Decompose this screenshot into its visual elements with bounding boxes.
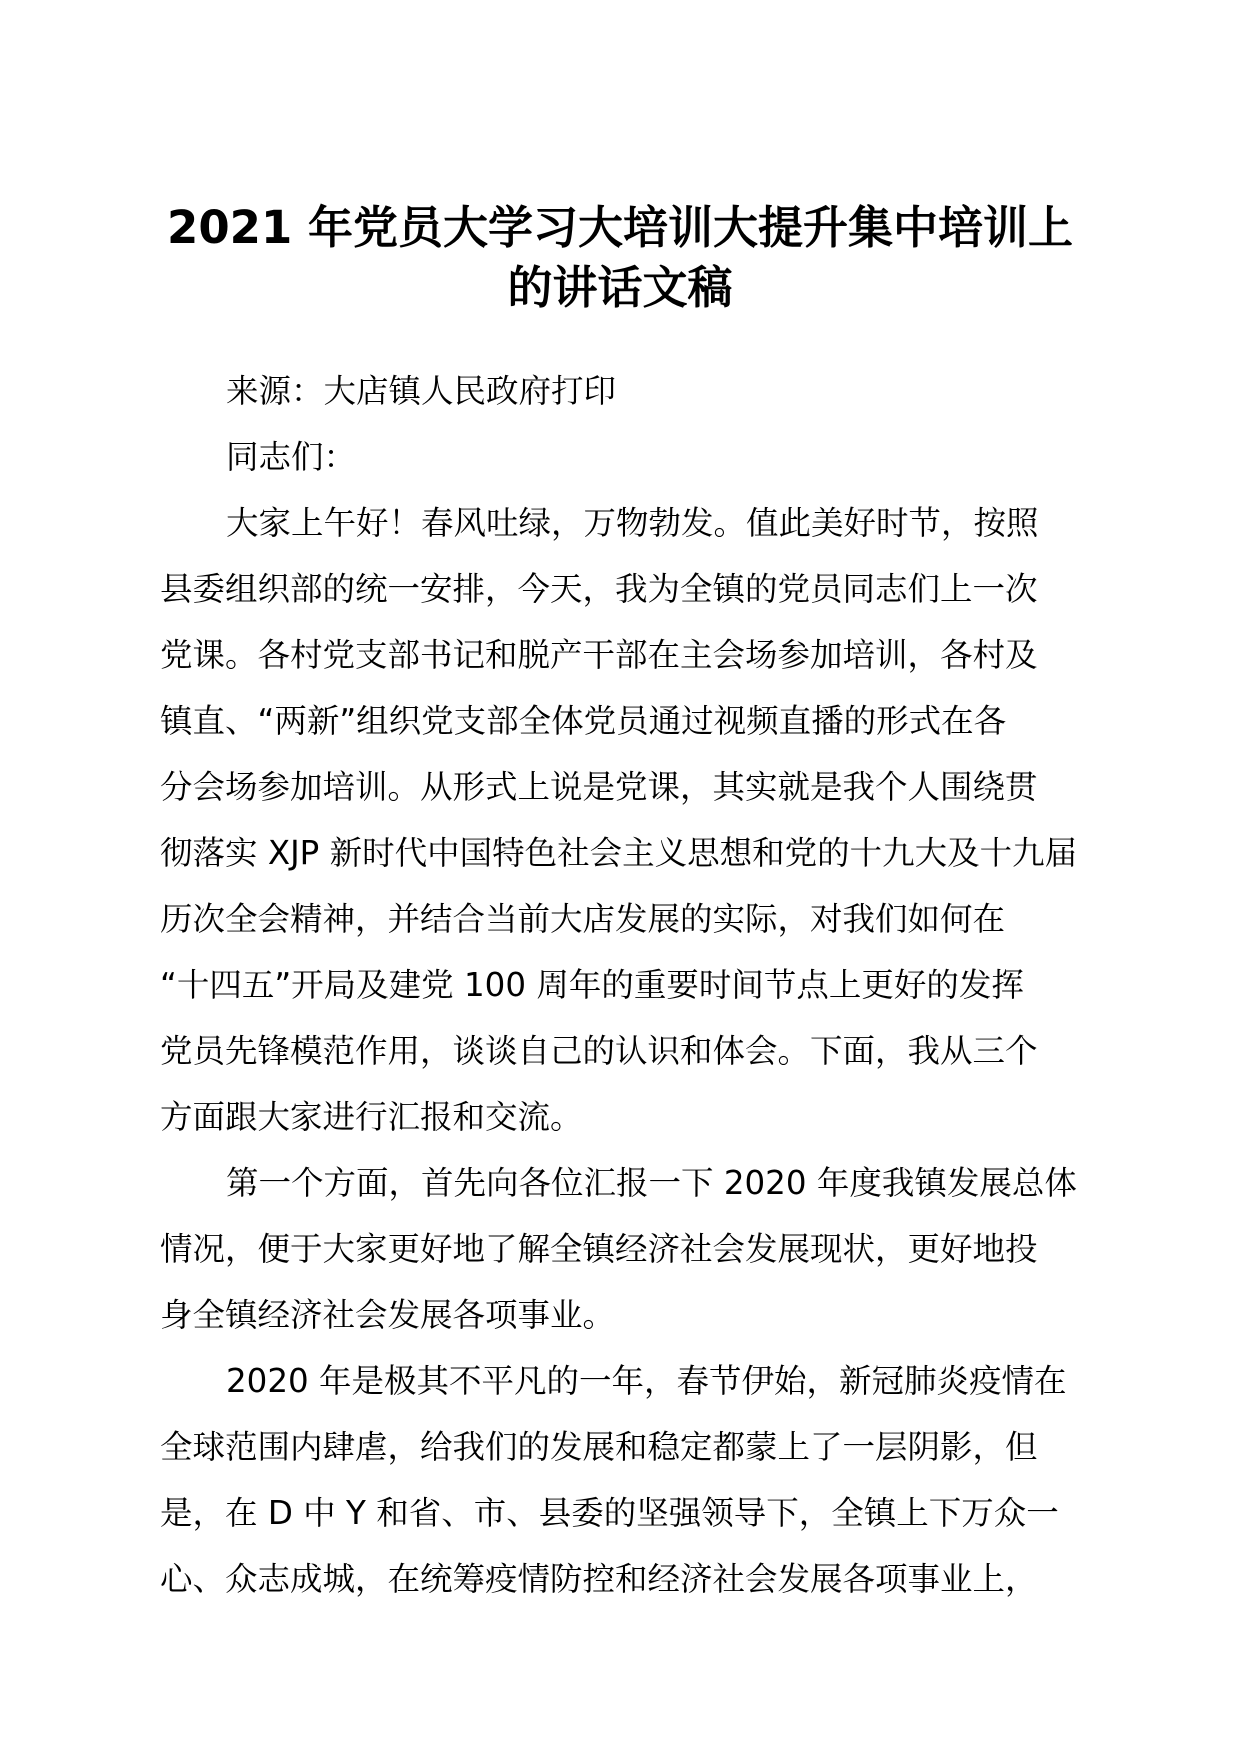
- document-body: [160, 358, 1090, 1612]
- body-line: 心、众志成城，在统筹疫情防控和经济社会发展各项事业上，: [160, 1560, 1038, 1598]
- body-line: 方面跟大家进行汇报和交流。: [160, 1098, 583, 1136]
- title-line-2: 的讲话文稿: [507, 261, 733, 314]
- body-line: 党员先锋模范作用，谈谈自己的认识和体会。下面，我从三个: [160, 1032, 1038, 1070]
- body-line: 大家上午好！春风吐绿，万物勃发。值此美好时节，按照: [226, 504, 1039, 542]
- body-line: 来源：大店镇人民政府打印: [226, 372, 617, 410]
- body-line: 2020 年是极其不平凡的一年，春节伊始，新冠肺炎疫情在: [226, 1362, 1067, 1400]
- body-line: 镇直、“两新”组织党支部全体党员通过视频直播的形式在各: [160, 702, 1007, 740]
- body-line: 第一个方面，首先向各位汇报一下 2020 年度我镇发展总体: [226, 1164, 1077, 1202]
- body-line: 是，在 D 中 Y 和省、市、县委的坚强领导下，全镇上下万众一: [160, 1494, 1059, 1532]
- body-line: 同志们：: [226, 438, 357, 476]
- body-line: 彻落实 XJP 新时代中国特色社会主义思想和党的十九大及十九届: [160, 834, 1078, 872]
- body-line: 历次全会精神，并结合当前大店发展的实际，对我们如何在: [160, 900, 1006, 938]
- title-line-1: 2021 年党员大学习大培训大提升集中培训上: [167, 201, 1073, 254]
- document-title: [150, 198, 1090, 318]
- body-line: 县委组织部的统一安排，今天，我为全镇的党员同志们上一次: [160, 570, 1038, 608]
- body-line: 全球范围内肆虐，给我们的发展和稳定都蒙上了一层阴影，但: [160, 1428, 1038, 1466]
- body-line: 分会场参加培训。从形式上说是党课，其实就是我个人围绕贯: [160, 768, 1038, 806]
- body-line: 身全镇经济社会发展各项事业。: [160, 1296, 616, 1334]
- body-line: 党课。各村党支部书记和脱产干部在主会场参加培训，各村及: [160, 636, 1038, 674]
- body-line: “十四五”开局及建党 100 周年的重要时间节点上更好的发挥: [160, 966, 1024, 1004]
- body-line: 情况，便于大家更好地了解全镇经济社会发展现状，更好地投: [160, 1230, 1038, 1268]
